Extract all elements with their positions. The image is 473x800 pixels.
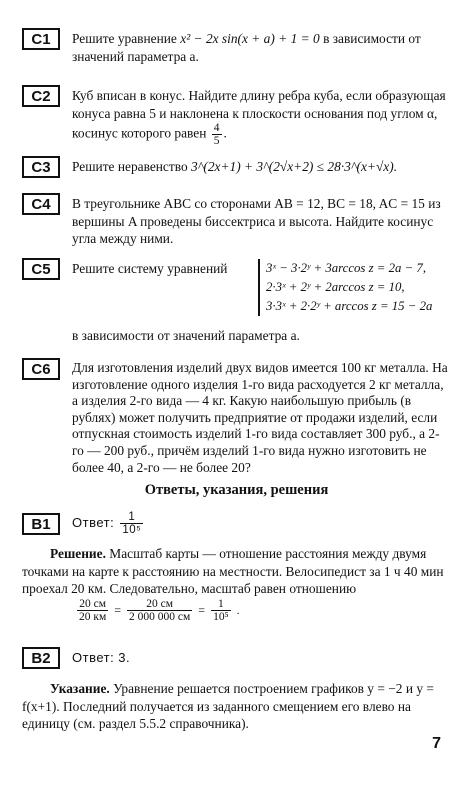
c5-tail: в зависимости от значений параметра a. [72,328,300,343]
page-number: 7 [432,735,441,752]
problem-c6: Для изготовления изделий двух видов имеется 100 кг металла. На изготовление одного изделия 1-го вида расходуется 2 кг металла, а изделия 2-го вида — 4 кг. Какую наибольшую прибыль (в рублях) может получить предприятие от продажи изделий, если отпускная стоимость изделий 1-го вида составляет 300 руб., а 2-го — 200 руб., причём изделий 1-го вида нужно изготовить не более 40, а 2-го — не более 20? [72,360,448,475]
answer-label-b2: В2 [22,647,60,669]
b1-frac2-den: 2 000 000 см [129,611,191,623]
problem-c1 [72,30,451,65]
b1-frac3 [211,598,231,623]
problem-label-c3: С3 [22,156,60,178]
b1-solution-text: Масштаб карты — отношение расстояния между двумя точками на карте к расстоянию на местности. Велосипедист за 1 ч 40 мин проехал 20 км. Следовательно, масштаб равен отношению [22,546,444,596]
c5-eq3: 3·3ˣ + 2·2ʸ + arccos z = 15 − 2a [266,299,433,313]
b1-solution-title: Решение. [50,546,106,561]
c5-text: Решите систему уравнений [72,261,228,276]
c2-fraction [212,122,222,147]
b1-answer-num: 1 [120,511,143,524]
period: . [236,603,240,617]
b1-frac3-num: 1 [211,598,231,611]
b1-answer-den: 10⁵ [122,524,142,536]
answers-heading: Ответы, указания, решения [144,482,329,498]
c1-text: Решите уравнение [72,31,177,46]
b1-answer-prefix: Ответ: [72,514,115,530]
b1-scale-equation [75,598,240,623]
b1-frac1-num: 20 см [77,598,108,611]
b2-hint-title: Указание. [50,681,110,696]
c5-eq1: 3ˣ − 3·2ʸ + 3arccos z = 2a − 7, [266,261,427,275]
b1-frac2-num: 20 см [127,598,192,611]
equals-sign-2: = [198,603,206,617]
b1-frac2 [127,598,192,623]
problem-c3 [72,158,451,176]
problem-label-c6: С6 [22,358,60,380]
b1-frac3-den: 10⁵ [213,611,229,623]
c5-eq2: 2·3ˣ + 2ʸ + 2arccos z = 10, [266,280,405,294]
c2-text: Куб вписан в конус. Найдите длину ребра куба, если образующая конуса равна 5 и наклонена к плоскости основания под углом α, косинус которого равен [72,88,446,141]
b1-frac1-den: 20 км [79,611,107,623]
c1-tail: в зависимости от значений параметра a. [72,31,421,64]
b2-answer: Ответ: 3. [72,650,131,665]
problem-label-c5: С5 [22,258,60,280]
c2-frac-num: 4 [213,122,220,134]
b2-hint-text: Уравнение решается построением графиков y = −2 и y = f(x+1). Последний получается из заданного смещением его влево на единицу (см. раздел 5.5.2 справочника). [22,681,434,731]
b1-answer [72,511,145,536]
b1-frac1 [77,598,108,623]
b1-solution [22,545,451,598]
b1-answer-fraction [120,511,143,536]
c1-formula: x² − 2x sin(x + a) + 1 = 0 [180,31,320,46]
problem-label-c4: С4 [22,193,60,215]
equals-sign-1: = [114,603,122,617]
c2-tail: . [223,125,227,141]
problem-label-c1: С1 [22,28,60,50]
c3-formula: 3^(2x+1) + 3^(2√x+2) ≤ 28·3^(x+√x). [191,159,398,174]
answer-label-b1: В1 [22,513,60,535]
problem-label-c2: С2 [22,85,60,107]
c3-text: Решите неравенство [72,159,188,174]
b2-hint [22,680,451,733]
c2-frac-den: 5 [213,135,220,147]
c5-system [258,259,466,316]
problem-c4: В треугольнике ABC со сторонами AB = 12, BC = 18, AC = 15 из вершины A проведены биссектриса и высота. Найдите косинус угла между ними. [72,196,441,246]
problem-c2 [72,87,451,147]
